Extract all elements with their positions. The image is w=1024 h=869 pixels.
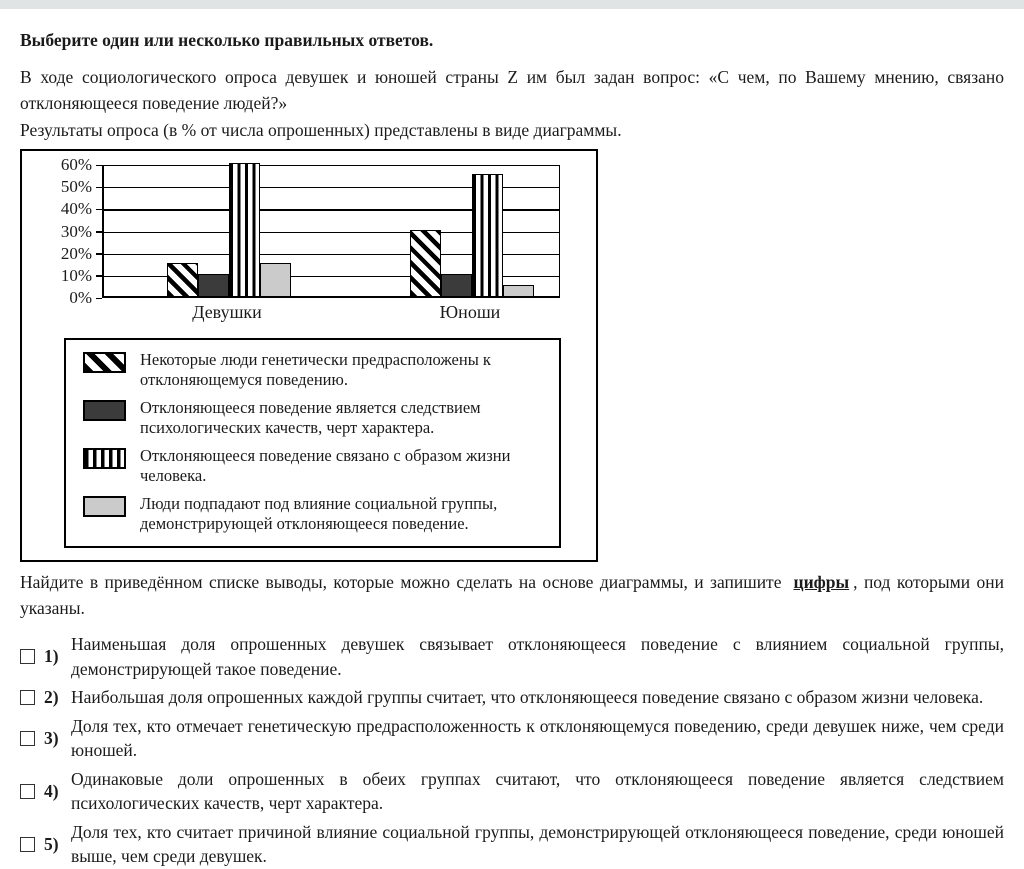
- option-text: Доля тех, кто считает причиной влияние социальной группы, демонстрирующей отклоняющееся поведение, среди юношей выше, чем среди девушек.: [71, 821, 1004, 866]
- legend-swatch-solid-light-icon: [83, 496, 126, 517]
- y-axis-tick-label: 60%: [60, 155, 92, 174]
- option-text: Одинаковые доли опрошенных в обеих группах считают, что отклоняющееся поведение является следствием психологических качеств, черт характера.: [71, 768, 1004, 813]
- option-1-checkbox[interactable]: [20, 649, 35, 664]
- chart-bar: [260, 263, 291, 296]
- prompt-keyword: цифры: [793, 572, 850, 592]
- chart-legend: [64, 338, 561, 548]
- option-2-checkbox[interactable]: [20, 690, 35, 705]
- legend-label: Отклоняющееся поведение связано с образом жизни человека.: [140, 446, 511, 485]
- prompt-text-after: , под которыми они указаны.: [20, 572, 1005, 618]
- chart-bar: [441, 274, 472, 296]
- axis-tick: [96, 298, 102, 300]
- axis-tick: [96, 165, 102, 167]
- instruction-heading: Выберите один или несколько правильных ответов.: [20, 30, 434, 50]
- option-4-checkbox[interactable]: [20, 784, 35, 799]
- chart-bar: [410, 230, 441, 297]
- option-3-checkbox[interactable]: [20, 731, 35, 746]
- legend-row: [83, 446, 551, 486]
- answer-option-3: [20, 714, 1004, 763]
- axis-tick: [96, 231, 102, 233]
- category-label: Девушки: [192, 302, 262, 322]
- question-page: [0, 30, 1024, 869]
- y-axis-tick-label: 20%: [60, 243, 92, 263]
- axis-tick: [96, 253, 102, 255]
- y-axis-tick-label: 10%: [60, 265, 92, 285]
- chart-bar: [167, 263, 198, 296]
- legend-swatch-vertical-stripes-icon: [83, 448, 126, 469]
- y-axis-tick-label: 30%: [60, 221, 92, 241]
- option-number: 5): [44, 833, 59, 854]
- legend-row: [83, 398, 551, 438]
- chart-bar: [229, 163, 260, 296]
- gridline: [104, 165, 559, 166]
- option-number: 3): [44, 727, 59, 748]
- axis-tick: [96, 187, 102, 189]
- plot-zone: [60, 155, 560, 307]
- y-axis-tick-label: 50%: [60, 177, 92, 197]
- option-5-checkbox[interactable]: [20, 837, 35, 852]
- legend-label: Отклоняющееся поведение является следствием психологических качеств, черт характера.: [140, 398, 481, 437]
- chart-bar: [472, 174, 503, 296]
- legend-label: Некоторые люди генетически предрасположены к отклоняющемуся поведению.: [140, 350, 491, 389]
- option-text: Наименьшая доля опрошенных девушек связывает отклоняющееся поведение с влиянием социальной группы, демонстрирующей такое поведение.: [71, 634, 1004, 679]
- intro-paragraph: В ходе социологического опроса девушек и юношей страны Z им был задан вопрос: «С чем, по Вашему мнению, связано отклоняющееся поведение людей?»: [20, 67, 1004, 113]
- answer-option-1: [20, 632, 1004, 681]
- plot-area: [102, 165, 560, 298]
- intro-note: Результаты опроса (в % от числа опрошенных) представлены в виде диаграммы.: [20, 120, 622, 140]
- legend-swatch-diagonal-hatch-icon: [83, 352, 126, 373]
- chart-bar: [198, 274, 229, 296]
- axis-tick: [96, 275, 102, 277]
- category-label: Юноши: [439, 302, 501, 322]
- survey-chart: [20, 149, 598, 562]
- axis-tick: [96, 209, 102, 211]
- legend-label: Люди подпадают под влияние социальной группы, демонстрирующей отклоняющееся поведение.: [140, 494, 498, 533]
- option-number: 4): [44, 780, 59, 801]
- category-axis: [102, 302, 560, 326]
- top-bar: [0, 0, 1024, 9]
- option-number: 2): [44, 686, 59, 707]
- option-number: 1): [44, 646, 59, 666]
- answer-option-4: [20, 767, 1004, 816]
- option-text: Доля тех, кто отмечает генетическую предрасположенность к отклоняющемуся поведению, среди девушек ниже, чем среди юношей.: [71, 715, 1004, 760]
- y-axis-tick-label: 0%: [69, 288, 92, 307]
- chart-bar: [503, 285, 534, 296]
- option-text: Наибольшая доля опрошенных каждой группы считает, что отклоняющееся поведение связано с образом жизни человека.: [71, 687, 984, 707]
- options-list: [20, 632, 1004, 869]
- question-prompt: [20, 569, 1004, 621]
- answer-option-5: [20, 820, 1004, 869]
- legend-row: [83, 350, 551, 390]
- answer-option-2: [20, 685, 1004, 710]
- prompt-text-before: Найдите в приведённом списке выводы, которые можно сделать на основе диаграммы, и запишите: [20, 572, 782, 592]
- legend-row: [83, 494, 551, 534]
- legend-swatch-solid-dark-icon: [83, 400, 126, 421]
- y-axis-tick-label: 40%: [60, 199, 92, 219]
